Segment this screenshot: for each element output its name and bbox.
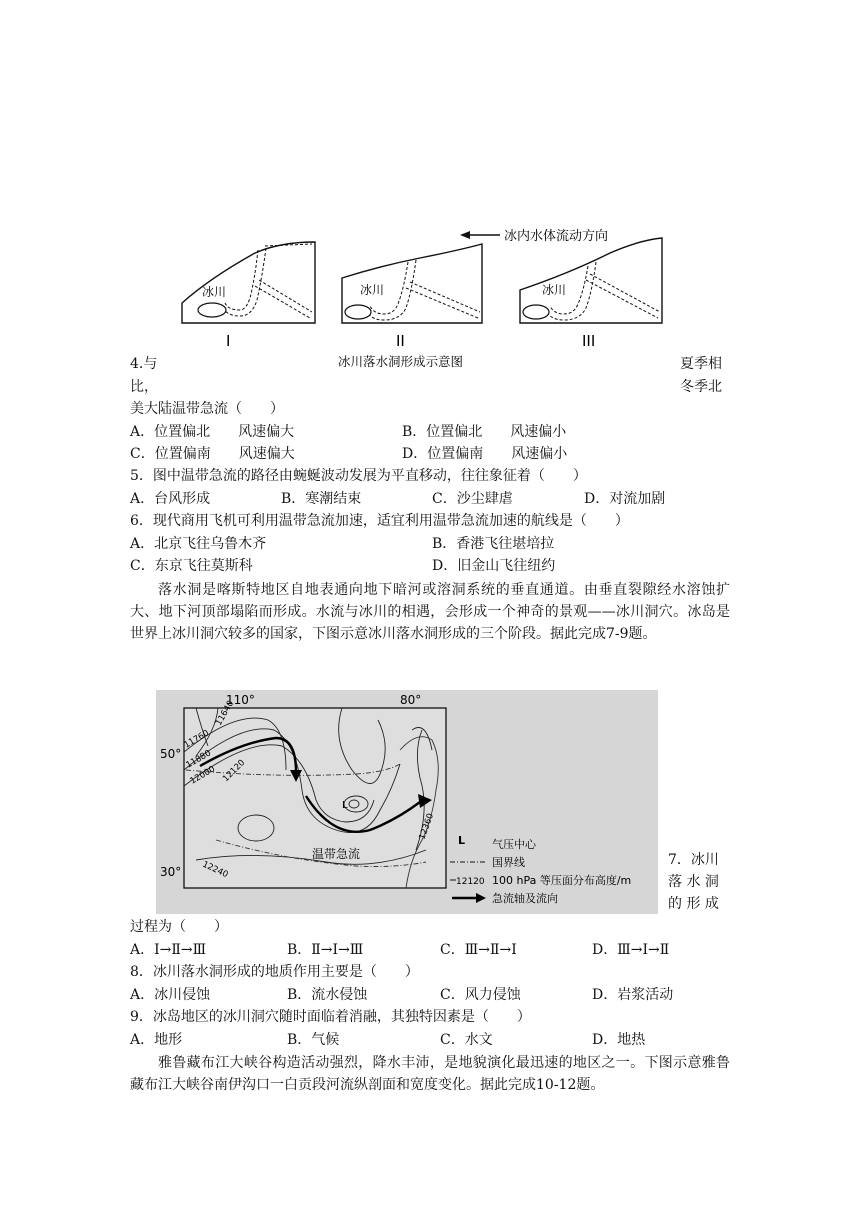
glacier-panel-1 [182,242,315,323]
glacier-label: 冰川 [542,283,567,297]
contour-label: 11880 [184,748,213,771]
contour-label: 11760 [182,728,211,751]
glacier-panel-3 [520,238,662,323]
q8-option-c[interactable]: C．风力侵蚀 [440,987,521,1003]
glacier-sinkhole-figure [170,218,690,373]
passage-yarlung-tsangpo: 雅鲁藏布江大峡谷构造活动强烈，降水丰沛，是地貌演化最迅速的地区之一。下图示意雅鲁藏布江大峡谷南伊沟口一白贡段河流纵剖面和宽度变化。据此完成10-12题。 [130,1055,730,1093]
legend-text-jet: 急流轴及流向 [492,892,558,905]
lon-label-80: 80° [400,693,422,707]
q8-stem: 8．冰川落水洞形成的地质作用主要是（ ） [130,964,419,980]
q9-option-d[interactable]: D．地热 [592,1032,646,1048]
q7-stem-part1: 7．冰川 [668,852,719,868]
q6-option-b[interactable]: B．香港飞往堪培拉 [432,536,555,552]
q5-option-d[interactable]: D．对流加剧 [584,491,666,507]
legend-text-border: 国界线 [492,856,525,869]
glacier-panel-2 [342,244,482,323]
glacier-label: 冰川 [202,285,227,299]
q6-option-a[interactable]: A．北京飞往乌鲁木齐 [130,536,267,552]
jet-stream-map [156,690,658,914]
q8-option-b[interactable]: B．流水侵蚀 [287,987,368,1003]
q5-option-a[interactable]: A．台风形成 [130,491,211,507]
q7-stem-part4: 过程为（ ） [130,919,228,935]
q8-option-d[interactable]: D．岩浆活动 [592,987,674,1003]
legend-symbol-low: L [458,834,466,847]
q6-option-c[interactable]: C．东京飞往莫斯科 [130,558,253,574]
stage-label: III [582,332,596,350]
passage-sinkhole: 落水洞是喀斯特地区自地表通向地下暗河或溶洞系统的垂直通道。由垂直裂隙经水溶蚀扩大、地下河顶部塌陷而形成。水流与冰川的相遇，会形成一个神奇的景观——冰川洞穴。冰岛是世界上冰川洞穴较多的国家，下图示意冰川落水洞形成的三个阶段。据此完成7-9题。 [130,582,730,642]
contour-label: 12240 [200,859,230,881]
q4-stem-part1: 4.与 [130,356,158,372]
lat-label-50: 50° [160,747,182,761]
q5-option-b[interactable]: B．寒潮结束 [281,491,362,507]
q4-stem-part3: 比， [130,379,158,395]
contour-label: 11640 [213,699,237,728]
lon-label-110: 110° [226,693,255,707]
q6-stem: 6．现代商用飞机可利用温带急流加速，适宜利用温带急流加速的航线是（ ） [130,513,629,529]
q9-option-c[interactable]: C．水文 [440,1032,493,1048]
q7-option-d[interactable]: D．Ⅲ→Ⅰ→Ⅱ [592,942,670,958]
legend-text-contour: 100 hPa 等压面分布高度/m [492,874,632,887]
legend-symbol-contour: 12120 [456,877,485,887]
q5-option-c[interactable]: C．沙尘肆虐 [432,491,513,507]
q7-option-a[interactable]: A．Ⅰ→Ⅱ→Ⅲ [130,942,207,958]
contour-label: 12360 [417,812,437,842]
q4-option-a[interactable]: A．位置偏北 风速偏大 [130,424,295,440]
q8-option-a[interactable]: A．冰川侵蚀 [130,987,211,1003]
q4-option-d[interactable]: D．位置偏南 风速偏小 [402,446,568,462]
q7-stem-part2: 落 水 洞 [668,874,719,890]
q4-stem-part2: 夏季相 [680,356,722,372]
q7-option-c[interactable]: C．Ⅲ→Ⅱ→Ⅰ [440,942,517,958]
q9-option-a[interactable]: A．地形 [130,1032,183,1048]
q4-stem-part5: 美大陆温带急流（ ） [130,401,284,417]
contour-label: 12000 [188,764,217,787]
q4-option-b[interactable]: B．位置偏北 风速偏小 [402,424,567,440]
q4-stem-part4: 冬季北 [680,379,722,395]
q5-stem: 5．图中温带急流的路径由蜿蜒波动发展为平直移动，往往象征着（ ） [130,468,587,484]
legend-arrow-label: 冰内水体流动方向 [504,229,609,244]
stage-label: II [396,332,405,350]
stage-label: I [226,332,231,350]
legend-text-pressure-center: 气压中心 [492,838,536,851]
q9-option-b[interactable]: B．气候 [287,1032,340,1048]
low-pressure-center: L [342,800,348,811]
legend-arrow-icon [460,231,500,239]
q4-option-c[interactable]: C．位置偏南 风速偏大 [130,446,295,462]
q6-option-d[interactable]: D．旧金山飞往纽约 [432,558,556,574]
q7-stem-part3: 的 形 成 [668,896,719,912]
glacier-figure-caption: 冰川落水洞形成示意图 [338,354,464,369]
jet-stream-label: 温带急流 [312,847,361,861]
q7-option-b[interactable]: B．Ⅱ→Ⅰ→Ⅲ [287,942,364,958]
lat-label-30: 30° [160,865,182,879]
contour-label: 12120 [221,757,248,785]
q9-stem: 9．冰岛地区的冰川洞穴随时面临着消融，其独特因素是（ ） [130,1009,531,1025]
glacier-label: 冰川 [360,283,385,297]
